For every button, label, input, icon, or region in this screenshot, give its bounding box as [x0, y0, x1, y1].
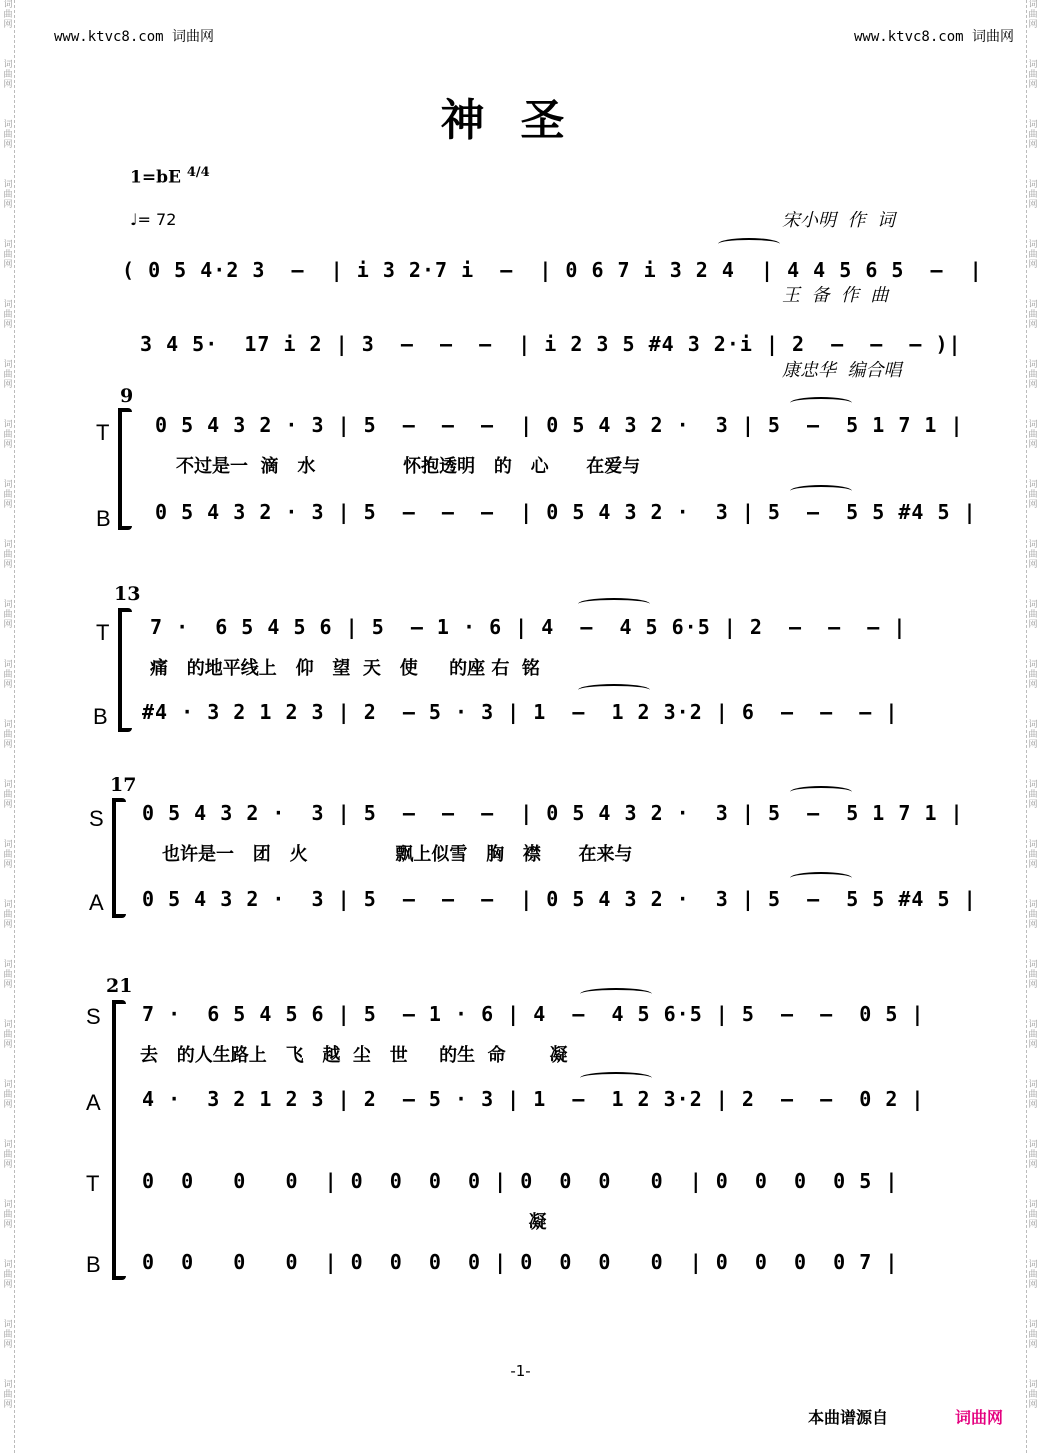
voice-notes: 7 · 6 5 4 5 6 | 5 – 1 · 6 | 4 – 4 5 6·5 | 5 – – 0 5 | [142, 1002, 925, 1026]
voice-label: A [86, 1090, 101, 1115]
intro-line-1: ( 0 5 4·2 3 – | i 3 2·7 i – | 0 6 7 i 3 2 4 | 4 4 5 6 5 – | [122, 258, 983, 282]
voice-notes: #4 · 3 2 1 2 3 | 2 – 5 · 3 | 1 – 1 2 3·2 | 6 – – – | [142, 700, 899, 724]
voice-notes: 0 5 4 3 2 · 3 | 5 – – – | 0 5 4 3 2 · 3 | 5 – 5 5 #4 5 | [142, 887, 977, 911]
side-watermark: 词 曲 网 [3, 720, 13, 750]
voice-label: B [96, 506, 111, 531]
side-watermark: 词 曲 网 [3, 1020, 13, 1050]
tie-arc [718, 238, 780, 250]
system-brace [118, 408, 122, 530]
side-watermark: 词 曲 网 [3, 120, 13, 150]
side-watermark: 词 曲 网 [3, 1140, 13, 1170]
system-brace [118, 608, 122, 732]
tie-arc [790, 872, 852, 884]
tie-arc [790, 485, 852, 497]
footer-site-link[interactable]: 词曲网 [955, 1408, 1004, 1427]
side-watermark: 词 曲 网 [3, 360, 13, 390]
key-signature [130, 165, 210, 188]
voice-label: B [93, 704, 108, 729]
side-watermark: 词 曲 网 [1028, 1080, 1038, 1110]
voice-notes: 7 · 6 5 4 5 6 | 5 – 1 · 6 | 4 – 4 5 6·5 | 2 – – – | [150, 615, 907, 639]
side-watermark: 词 曲 网 [3, 60, 13, 90]
time-signature: 4/4 [186, 165, 210, 180]
tie-arc [790, 786, 852, 798]
song-title: 神圣 [440, 95, 601, 146]
side-watermark: 词 曲 网 [3, 0, 13, 30]
side-watermark: 词 曲 网 [1028, 1020, 1038, 1050]
side-watermark: 词 曲 网 [3, 180, 13, 210]
page-number: -1- [510, 1362, 531, 1380]
side-watermark: 词 曲 网 [3, 960, 13, 990]
lyrics-line: 不过是一 滴 水 怀抱透明 的 心 在爱与 [176, 456, 641, 477]
voice-label: T [96, 620, 110, 645]
side-watermark: 词 曲 网 [3, 240, 13, 270]
voice-label: B [86, 1252, 101, 1277]
side-watermark: 词 曲 网 [1028, 420, 1038, 450]
voice-notes: 0 5 4 3 2 · 3 | 5 – – – | 0 5 4 3 2 · 3 | 5 – 5 1 7 1 | [142, 801, 964, 825]
lyrics-line: 凝 [140, 1212, 547, 1233]
side-watermark: 词 曲 网 [1028, 240, 1038, 270]
voice-notes: 0 5 4 3 2 · 3 | 5 – – – | 0 5 4 3 2 · 3 | 5 – 5 1 7 1 | [155, 413, 964, 437]
tie-arc [578, 598, 650, 610]
side-watermark: 词 曲 网 [3, 600, 13, 630]
side-watermark: 词 曲 网 [1028, 540, 1038, 570]
side-watermark: 词 曲 网 [1028, 0, 1038, 30]
side-watermark: 词 曲 网 [1028, 180, 1038, 210]
side-watermark: 词 曲 网 [1028, 1200, 1038, 1230]
header-left: www.ktvc8.com 词曲网 [54, 29, 215, 45]
lyrics-line: 也许是一 团 火 飘上似雪 胸 襟 在来与 [162, 844, 633, 865]
measure-number: 9 [120, 385, 134, 407]
measure-number: 21 [106, 975, 133, 997]
side-watermark: 词 曲 网 [3, 1320, 13, 1350]
voice-label: T [96, 420, 110, 445]
system-brace [112, 798, 116, 918]
footer-source: 本曲谱源自 [808, 1408, 889, 1427]
credit-composer: 王 备 作 曲 [782, 285, 889, 306]
side-watermark: 词 曲 网 [3, 1260, 13, 1290]
intro-line-2: 3 4 5· 17 i 2 | 3 – – – | i 2 3 5 #4 3 2·i | 2 – – – )| [140, 332, 962, 356]
side-watermark: 词 曲 网 [1028, 120, 1038, 150]
voice-label: T [86, 1171, 100, 1196]
side-watermark: 词 曲 网 [3, 840, 13, 870]
side-watermark: 词 曲 网 [1028, 720, 1038, 750]
voice-notes: 4 · 3 2 1 2 3 | 2 – 5 · 3 | 1 – 1 2 3·2 | 2 – – 0 2 | [142, 1087, 925, 1111]
voice-notes: 0 0 0 0 | 0 0 0 0 | 0 0 0 0 | 0 0 0 0 5 | [142, 1169, 899, 1193]
side-watermark: 词 曲 网 [3, 480, 13, 510]
credit-arranger: 康忠华 编合唱 [782, 360, 902, 381]
side-watermark: 词 曲 网 [3, 780, 13, 810]
voice-label: S [86, 1004, 101, 1029]
side-watermark: 词 曲 网 [1028, 1260, 1038, 1290]
header-right: www.ktvc8.com 词曲网 [854, 29, 1015, 45]
side-watermark: 词 曲 网 [3, 1080, 13, 1110]
system-brace [112, 1000, 116, 1280]
tie-arc [790, 397, 852, 409]
voice-label: S [89, 806, 104, 831]
voice-notes: 0 5 4 3 2 · 3 | 5 – – – | 0 5 4 3 2 · 3 | 5 – 5 5 #4 5 | [155, 500, 977, 524]
tie-arc [578, 684, 650, 696]
side-watermark: 词 曲 网 [1028, 1140, 1038, 1170]
voice-notes: 0 0 0 0 | 0 0 0 0 | 0 0 0 0 | 0 0 0 0 7 | [142, 1250, 899, 1274]
side-watermark: 词 曲 网 [1028, 1380, 1038, 1410]
side-watermark: 词 曲 网 [1028, 300, 1038, 330]
credit-lyricist: 宋小明 作 词 [782, 210, 895, 231]
measure-number: 17 [110, 774, 137, 796]
side-watermark: 词 曲 网 [3, 1380, 13, 1410]
side-watermark: 词 曲 网 [1028, 60, 1038, 90]
tie-arc [580, 988, 652, 1000]
side-watermark: 词 曲 网 [3, 660, 13, 690]
side-watermark: 词 曲 网 [3, 900, 13, 930]
side-watermark: 词 曲 网 [1028, 600, 1038, 630]
side-watermark: 词 曲 网 [3, 1200, 13, 1230]
tie-arc [580, 1072, 652, 1084]
lyrics-line: 痛 的地平线上 仰 望 天 使 的座 右 铭 [150, 658, 540, 679]
side-watermark: 词 曲 网 [3, 300, 13, 330]
measure-number: 13 [114, 583, 141, 605]
side-watermark: 词 曲 网 [1028, 960, 1038, 990]
key-text: 1=bE [130, 167, 181, 188]
credits [782, 158, 901, 408]
side-watermark: 词 曲 网 [1028, 840, 1038, 870]
side-watermark: 词 曲 网 [3, 540, 13, 570]
side-watermark: 词 曲 网 [1028, 780, 1038, 810]
tempo-marking: ♩= 72 [130, 210, 177, 229]
side-watermark: 词 曲 网 [3, 420, 13, 450]
side-watermark: 词 曲 网 [1028, 1320, 1038, 1350]
side-watermark: 词 曲 网 [1028, 360, 1038, 390]
side-watermark: 词 曲 网 [1028, 480, 1038, 510]
side-watermark: 词 曲 网 [1028, 660, 1038, 690]
voice-label: A [89, 890, 104, 915]
lyrics-line: 去 的人生路上 飞 越 尘 世 的生 命 凝 [140, 1045, 568, 1066]
side-watermark: 词 曲 网 [1028, 900, 1038, 930]
